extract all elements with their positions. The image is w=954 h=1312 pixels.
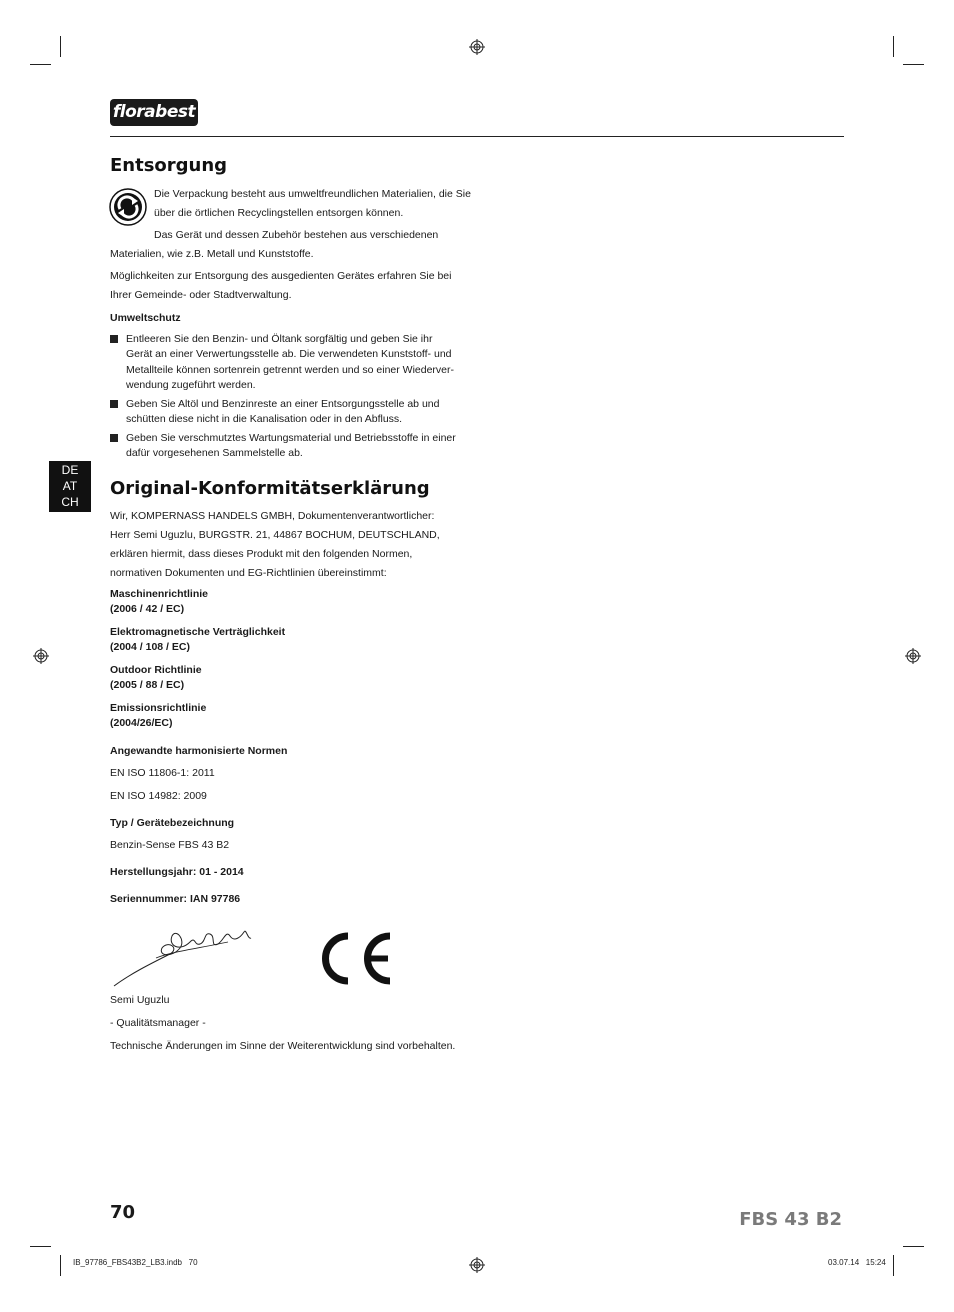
- signer-name: Semi Uguzlu: [110, 994, 170, 1006]
- text-line: Die Verpackung besteht aus umweltfreundlichen Materialien, die Sie: [154, 188, 471, 200]
- print-slug-file: IB_97786_FBS43B2_LB3.indb 70: [73, 1258, 198, 1267]
- directive-name: Outdoor Richtlinie: [110, 664, 202, 676]
- text-line: normativen Dokumenten und EG-Richtlinien übereinstimmt:: [110, 567, 387, 579]
- text-line: dafür vorgesehenen Sammelstelle ab.: [126, 447, 303, 460]
- header-divider: [110, 136, 844, 137]
- signer-role: - Qualitätsmanager -: [110, 1017, 206, 1029]
- crop-mark: [893, 1255, 894, 1276]
- crop-mark: [60, 1255, 61, 1276]
- text-line: Metallteile können sortenrein getrennt werden und so einer Wiederver-: [126, 363, 455, 376]
- text-line: Wir, KOMPERNASS HANDELS GMBH, Dokumentenverantwortlicher:: [110, 510, 435, 522]
- signature-image: [110, 918, 255, 990]
- section-title-entsorgung: Entsorgung: [110, 155, 228, 176]
- registration-mark-icon: [33, 648, 49, 664]
- text-line: Ihrer Gemeinde- oder Stadtverwaltung.: [110, 289, 292, 301]
- text-line: Gerät an einer Verwertungsstelle ab. Die verwendeten Kunststoff- und: [126, 348, 452, 361]
- directive-item: [110, 587, 208, 617]
- text-line: Entleeren Sie den Benzin- und Öltank sorgfältig und geben Sie ihr: [126, 333, 433, 345]
- crop-mark: [30, 64, 51, 65]
- typ-value: Benzin-Sense FBS 43 B2: [110, 839, 230, 851]
- seriennummer: Seriennummer: IAN 97786: [110, 893, 241, 905]
- text-line: Materialien, wie z.B. Metall und Kunststoffe.: [110, 248, 314, 260]
- crop-mark: [893, 36, 894, 57]
- text-line: schütten diese nicht in die Kanalisation oder in den Abfluss.: [126, 413, 403, 426]
- registration-mark-icon: [469, 1257, 485, 1273]
- disposal-options-text: [110, 267, 451, 305]
- text-line: erklären hiermit, dass dieses Produkt mit den folgenden Normen,: [110, 548, 413, 560]
- text-line: Geben Sie Altöl und Benzinreste an einer Entsorgungsstelle ab und: [126, 398, 440, 410]
- language-code: AT: [62, 479, 78, 493]
- declaration-intro: [110, 507, 440, 583]
- text-line: über die örtlichen Recyclingstellen entsorgen können.: [154, 207, 404, 219]
- herstellungsjahr: Herstellungsjahr: 01 - 2014: [110, 866, 244, 878]
- crop-mark: [60, 36, 61, 57]
- language-code: CH: [61, 495, 79, 509]
- directive-name: Emissionsrichtlinie: [110, 702, 207, 714]
- directive-code: (2006 / 42 / EC): [110, 603, 185, 615]
- directive-name: Elektromagnetische Verträglichkeit: [110, 626, 286, 638]
- directive-code: (2004 / 108 / EC): [110, 641, 190, 653]
- language-tab: [49, 461, 91, 512]
- text-line: Das Gerät und dessen Zubehör bestehen aus verschiedenen: [154, 229, 439, 241]
- page-number: 70: [110, 1202, 136, 1223]
- umweltschutz-heading: Umweltschutz: [110, 312, 181, 324]
- crop-mark: [903, 64, 924, 65]
- model-name: FBS 43 B2: [739, 1209, 842, 1230]
- brand-logo: florabest: [110, 99, 198, 126]
- crop-mark: [903, 1246, 924, 1247]
- normen-heading: Angewandte harmonisierte Normen: [110, 745, 288, 757]
- norm-item: EN ISO 14982: 2009: [110, 790, 207, 802]
- print-slug-date: 03.07.14 15:24: [828, 1258, 886, 1267]
- ce-mark-icon: [312, 930, 394, 987]
- directive-item: [110, 663, 202, 693]
- packaging-text: [154, 185, 471, 223]
- disclaimer-text: Technische Änderungen im Sinne der Weiterentwicklung sind vorbehalten.: [110, 1040, 456, 1052]
- section-title-konformitaet: Original-Konformitätserklärung: [110, 478, 430, 499]
- text-line: Möglichkeiten zur Entsorgung des ausgedienten Gerätes erfahren Sie bei: [110, 270, 452, 282]
- directive-name: Maschinenrichtlinie: [110, 588, 209, 600]
- bullet-square-icon: [110, 400, 118, 408]
- bullet-square-icon: [110, 434, 118, 442]
- bullet-square-icon: [110, 335, 118, 343]
- language-code: DE: [61, 463, 79, 477]
- directive-code: (2004/26/EC): [110, 717, 173, 729]
- recycling-icon: [109, 188, 147, 226]
- typ-heading: Typ / Gerätebezeichnung: [110, 817, 235, 829]
- directive-code: (2005 / 88 / EC): [110, 679, 185, 691]
- materials-text: [110, 226, 438, 264]
- registration-mark-icon: [469, 39, 485, 55]
- norm-item: EN ISO 11806-1: 2011: [110, 767, 215, 779]
- text-line: wendung zugeführt werden.: [126, 378, 256, 391]
- text-line: Geben Sie verschmutztes Wartungsmaterial und Betriebsstoffe in einer: [126, 432, 456, 444]
- directive-item: [110, 625, 285, 655]
- directive-item: [110, 701, 206, 731]
- text-line: Herr Semi Uguzlu, BURGSTR. 21, 44867 BOCHUM, DEUTSCHLAND,: [110, 529, 440, 541]
- crop-mark: [30, 1246, 51, 1247]
- registration-mark-icon: [905, 648, 921, 664]
